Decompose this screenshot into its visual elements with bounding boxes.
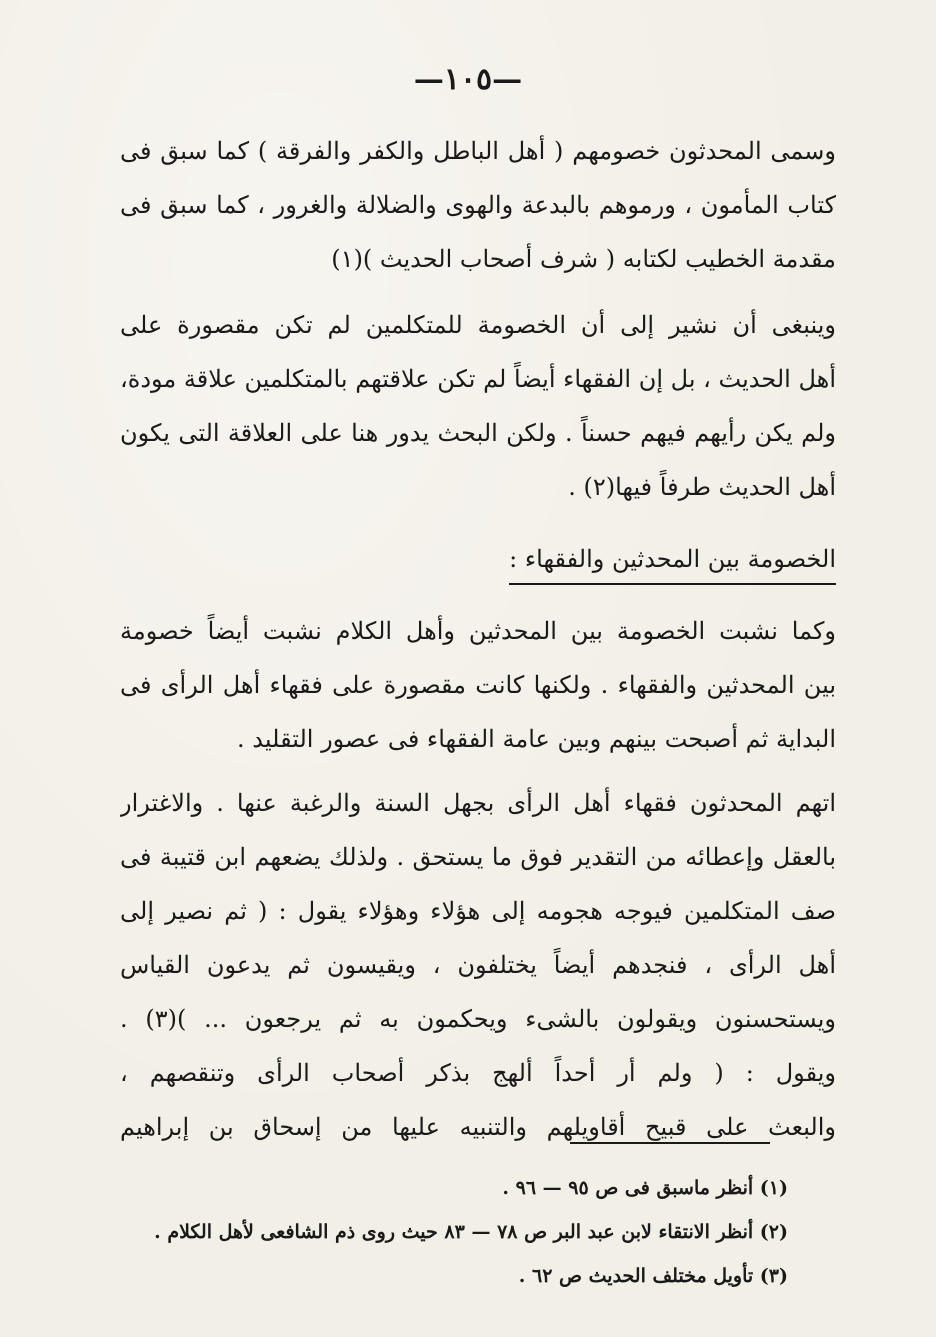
footnotes xyxy=(120,1166,788,1298)
section-heading-text: الخصومة بين المحدثين والفقهاء : xyxy=(509,537,836,585)
text-line: وكما نشبت الخصومة بين المحدثين وأهل الكلام نشبت أيضاً خصومة xyxy=(120,617,836,645)
section-heading xyxy=(120,532,836,592)
text-line: أهل الحديث ، بل إن الفقهاء أيضاً لم تكن علاقتهم بالمتكلمين علاقة مودة، xyxy=(120,365,836,393)
footnote-1: (١) أنظر ماسبق فى ص ٩٥ — ٩٦ . xyxy=(502,1177,788,1199)
paragraph-4 xyxy=(120,776,836,1154)
footnote-3: (٣) تأويل مختلف الحديث ص ٦٢ . xyxy=(518,1265,788,1287)
paragraph-3 xyxy=(120,604,836,766)
text-line: بالعقل وإعطائه من التقدير فوق ما يستحق . ولذلك يضعهم ابن قتيبة فى xyxy=(120,843,836,871)
text-line: وسمى المحدثون خصومهم ( أهل الباطل والكفر والفرقة ) كما سبق فى xyxy=(120,137,836,165)
text-line: وينبغى أن نشير إلى أن الخصومة للمتكلمين لم تكن مقصورة على xyxy=(120,311,836,339)
paragraph-2 xyxy=(120,298,836,514)
text-line: البداية ثم أصبحت بينهم وبين عامة الفقهاء فى عصور التقليد . xyxy=(237,725,836,753)
text-line: ولم يكن رأيهم فيهم حسناً . ولكن البحث يدور هنا على العلاقة التى يكون xyxy=(120,419,836,447)
text-line: أهل الحديث طرفاً فيها(٢) . xyxy=(568,473,836,501)
text-line: أهل الرأى ، فنجدهم أيضاً يختلفون ، ويقيسون ثم يدعون القياس xyxy=(120,951,836,979)
text-line: صف المتكلمين فيوجه هجومه إلى هؤلاء وهؤلاء يقول : ( ثم نصير إلى xyxy=(120,897,836,925)
text-line: ويستحسنون ويقولون بالشىء ويحكمون به ثم يرجعون ... )(٣) . xyxy=(120,1005,836,1033)
text-line: مقدمة الخطيب لكتابه ( شرف أصحاب الحديث )(١) xyxy=(331,245,836,273)
footnote-divider xyxy=(570,1142,770,1144)
text-line: بين المحدثين والفقهاء . ولكنها كانت مقصورة على فقهاء أهل الرأى فى xyxy=(120,671,836,699)
text-line: كتاب المأمون ، ورموهم بالبدعة والهوى والضلالة والغرور ، كما سبق فى xyxy=(120,191,836,219)
page-number: —١٠٥— xyxy=(413,62,523,97)
text-line: اتهم المحدثون فقهاء أهل الرأى بجهل السنة والرغبة عنها . والاغترار xyxy=(120,789,836,817)
text-line: والبعث على قبيح أقاويلهم والتنبيه عليها من إسحاق بن إبراهيم xyxy=(120,1113,836,1141)
paragraph-1 xyxy=(120,124,836,286)
text-line: ويقول : ( ولم أر أحداً ألهج بذكر أصحاب الرأى وتنقصهم ، xyxy=(120,1059,836,1087)
footnote-2: (٢) أنظر الانتقاء لابن عبد البر ص ٧٨ — ٨٣ حيث روى ذم الشافعى لأهل الكلام . xyxy=(154,1221,788,1243)
